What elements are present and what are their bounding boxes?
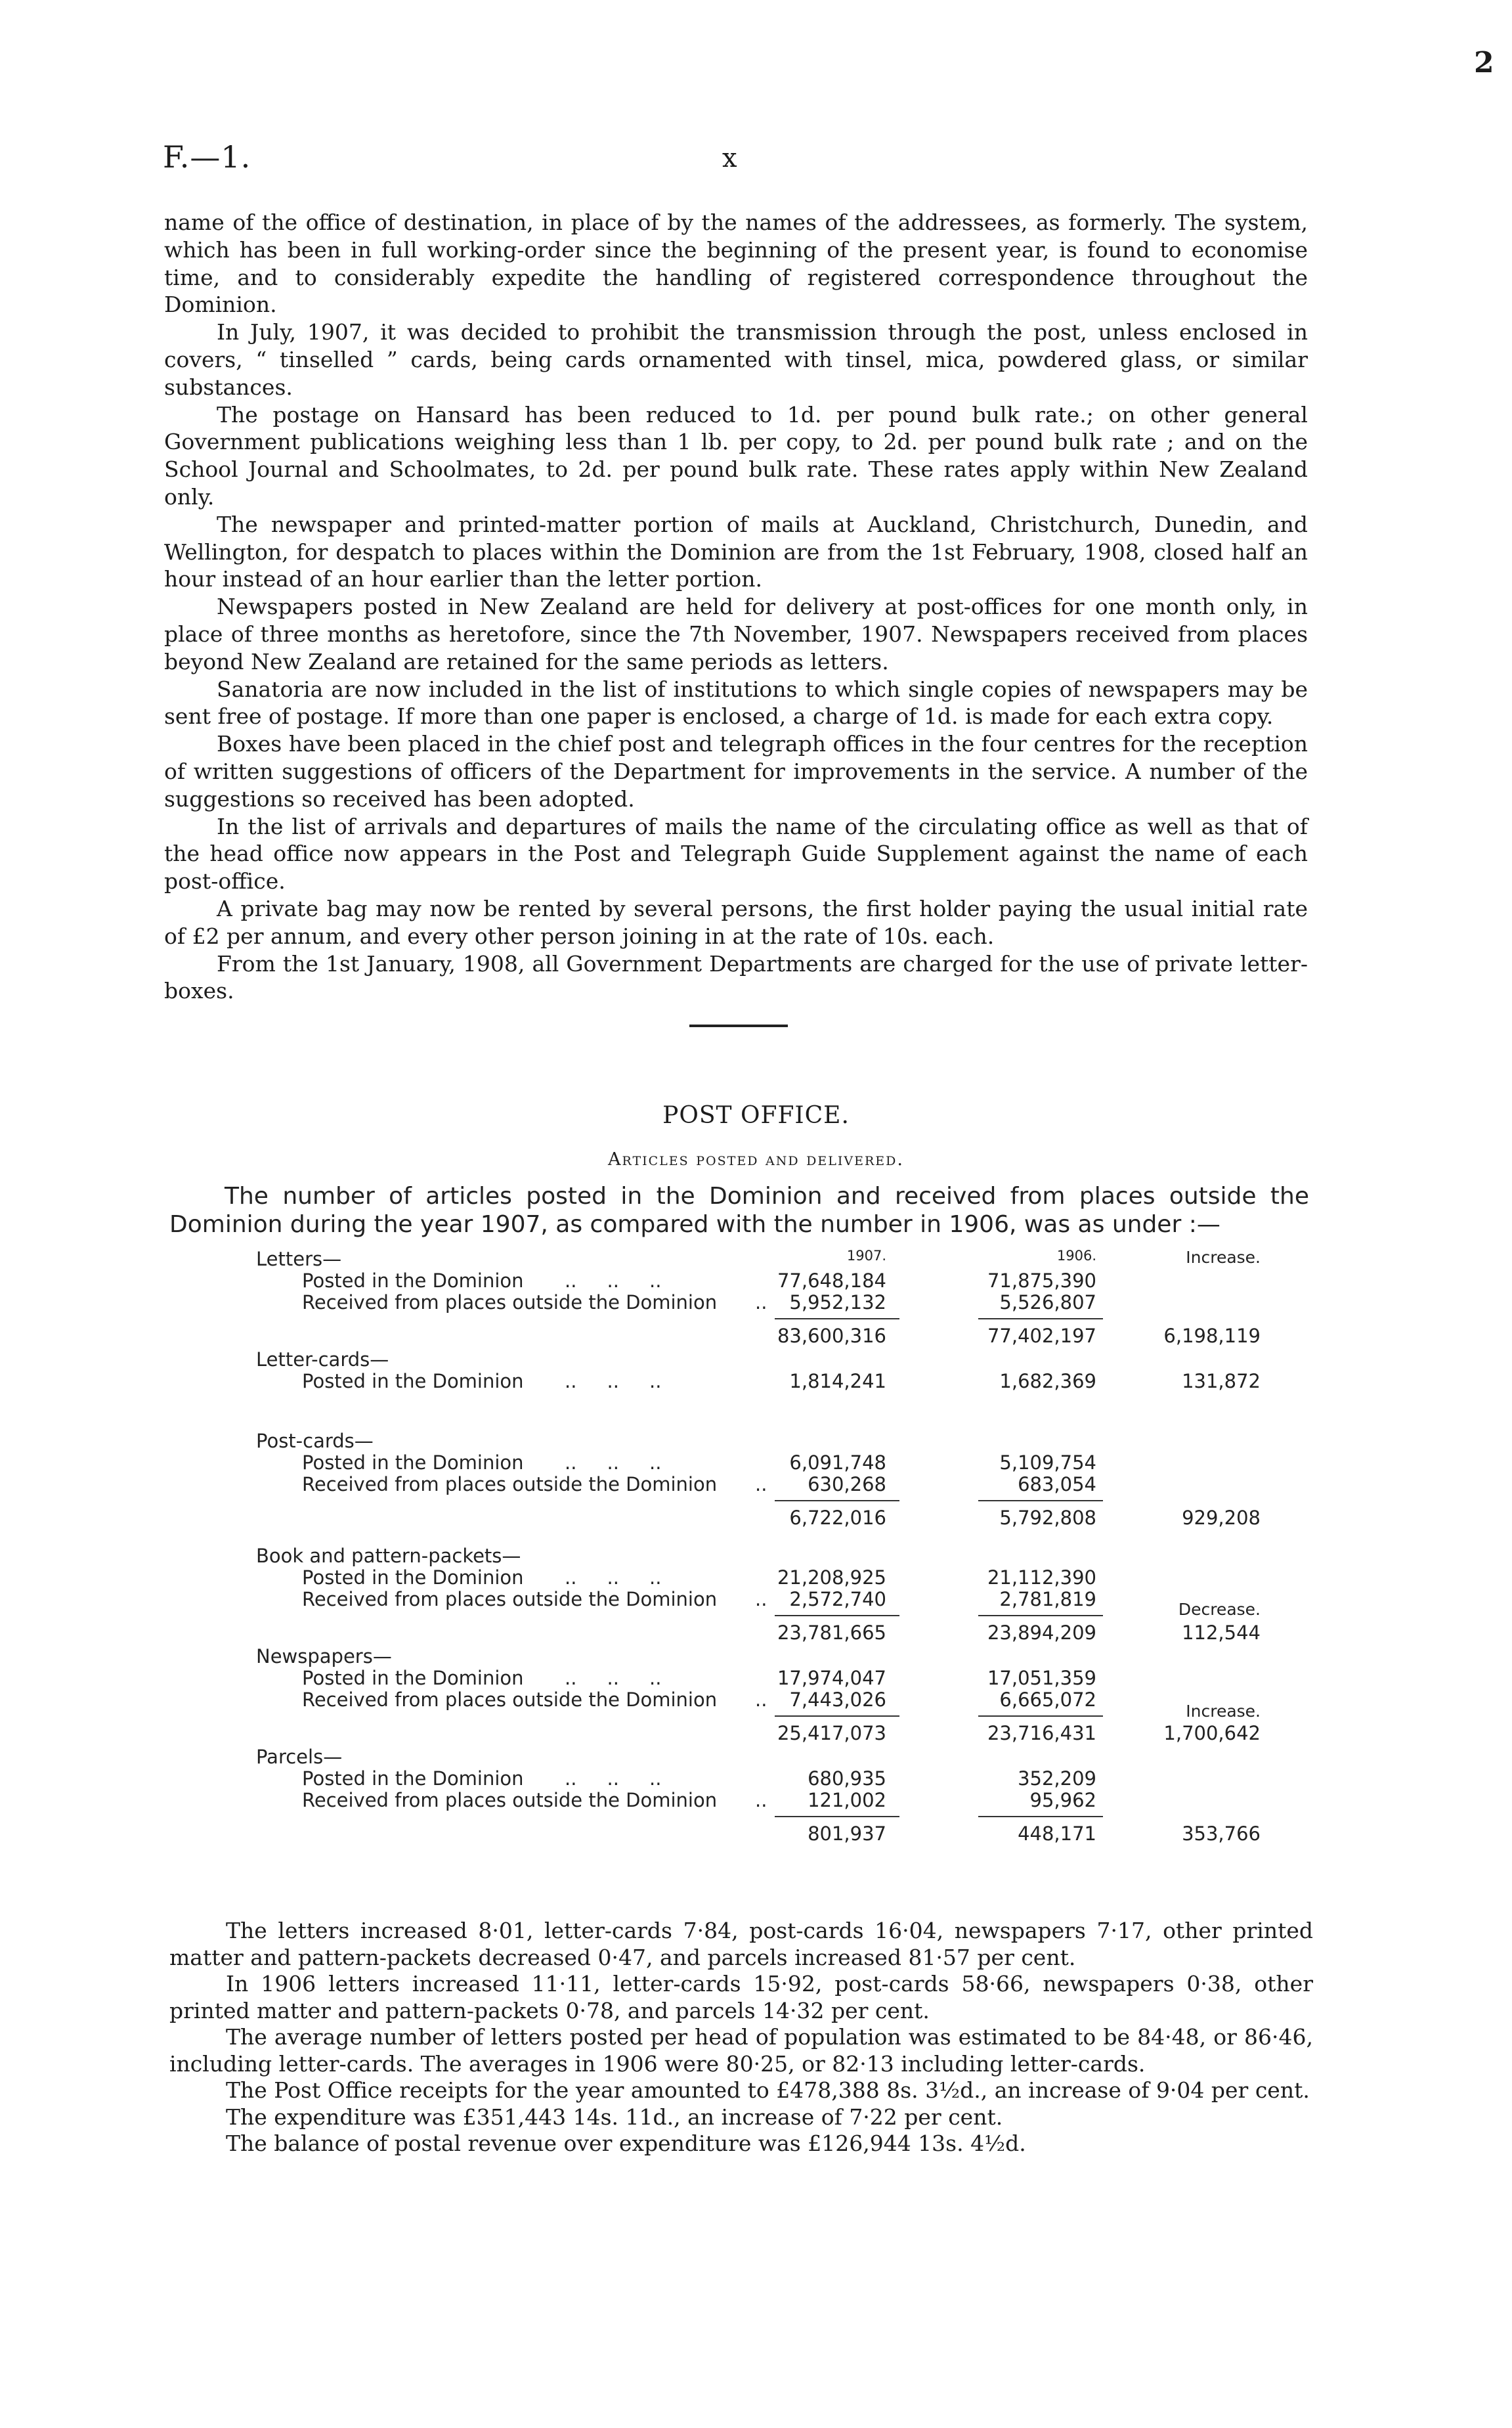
row-label: Received from places outside the Dominion <box>302 1473 718 1495</box>
category-header <box>256 1430 1254 1451</box>
paragraph: Boxes have been placed in the chief post and telegraph offices in the four centres for the reception of written suggestions of officers of the Department for improvements in the service. A number of the suggestions so received has been adopted. <box>164 731 1308 812</box>
row-label: Posted in the Dominion <box>302 1667 524 1689</box>
section-intro <box>169 1182 1309 1239</box>
total-1906: 448,171 <box>1018 1822 1096 1845</box>
change-value: 353,766 <box>1182 1822 1261 1845</box>
total-1907: 83,600,316 <box>777 1325 886 1347</box>
paragraph: The expenditure was £351,443 14s. 11d., an increase of 7·22 per cent. <box>226 2104 1003 2130</box>
category-name: Book and pattern-packets— <box>256 1545 521 1567</box>
row-dots: .. .. .. <box>565 1269 662 1292</box>
row-label: Posted in the Dominion <box>302 1451 524 1474</box>
total-1907: 801,937 <box>808 1822 886 1845</box>
total-1907: 25,417,073 <box>777 1722 886 1744</box>
value-1906: 6,665,072 <box>999 1689 1096 1711</box>
value-1906: 5,109,754 <box>999 1451 1096 1474</box>
paragraph: In 1906 letters increased 11·11, letter-cards 15·92, post-cards 58·66, newspapers 0·38, other printed matter and pattern-packets 0·78, and parcels 14·32 per cent. <box>169 1971 1313 2023</box>
compare-head: Increase. <box>1186 1702 1261 1721</box>
edge-mark: 2 <box>1474 46 1494 79</box>
total-1907: 23,781,665 <box>777 1622 886 1644</box>
column-head-1906: 1906. <box>1056 1248 1096 1264</box>
row-label: Posted in the Dominion <box>302 1767 524 1790</box>
category-header <box>256 1545 1254 1566</box>
category-header <box>256 1645 1254 1667</box>
value-1907: 121,002 <box>808 1789 886 1811</box>
paragraph: A private bag may now be rented by several persons, the first holder paying the usual initial rate of £2 per annum, and every other person joining in at the rate of 10s. each. <box>164 895 1308 949</box>
change-value: 6,198,119 <box>1163 1325 1261 1347</box>
paragraph: From the 1st January, 1908, all Government Departments are charged for the use of private letter-boxes. <box>164 950 1308 1004</box>
table-row <box>256 1767 1254 1789</box>
category-header <box>256 1348 1254 1370</box>
value-1907: 7,443,026 <box>789 1689 886 1711</box>
row-label: Received from places outside the Dominion <box>302 1689 718 1711</box>
paragraph-text: The postage on Hansard has been reduced to 1d. per pound bulk rate.; on other general Government publications weighing less than 1 lb. per copy, to 2d. per pound bulk rate ; and on the School Journal and Schoolmates, to 2d. per pound bulk rate. These rates apply within New Zealand only. <box>164 401 1308 510</box>
row-dots: .. .. .. <box>565 1451 662 1474</box>
section-divider <box>689 1025 788 1027</box>
compare-head: Decrease. <box>1178 1600 1261 1619</box>
category-header <box>256 1248 1261 1270</box>
value-1907: 1,814,241 <box>789 1370 886 1392</box>
table-row <box>256 1473 1254 1495</box>
row-dots: .. .. .. <box>565 1370 662 1392</box>
category-name: Newspapers— <box>256 1645 392 1667</box>
row-dots: .. .. .. <box>565 1566 662 1589</box>
row-dots: .. <box>755 1588 767 1610</box>
row-label: Posted in the Dominion <box>302 1370 524 1392</box>
table-row <box>256 1689 1261 1721</box>
table-row <box>256 1789 1254 1811</box>
subtotal-rule <box>256 1610 1254 1622</box>
value-1906: 95,962 <box>1029 1789 1096 1811</box>
section-title: POST OFFICE. <box>662 1102 850 1129</box>
subtotal-rule <box>256 1495 1254 1507</box>
table-row <box>256 1370 1261 1392</box>
category-name: Letter-cards— <box>256 1348 389 1371</box>
total-row <box>256 1822 1261 1846</box>
value-1906: 21,112,390 <box>987 1566 1096 1589</box>
row-dots: .. .. .. <box>565 1667 662 1689</box>
paragraph <box>164 401 1308 511</box>
change-value: 131,872 <box>1182 1370 1261 1392</box>
total-1907: 6,722,016 <box>789 1507 886 1529</box>
paragraph: The average number of letters posted per head of population was estimated to be 84·48, or 86·46, including letter-cards. The averages in 1906 were 80·25, or 82·13 including letter-cards. <box>169 2024 1313 2077</box>
row-dots: .. <box>755 1473 767 1495</box>
section-subtitle: Articles posted and delivered. <box>608 1149 904 1170</box>
page-number: x <box>722 143 737 173</box>
row-label: Posted in the Dominion <box>302 1269 524 1292</box>
change-value: 929,208 <box>1182 1507 1261 1529</box>
category-name: Parcels— <box>256 1746 343 1768</box>
table-row <box>256 1269 1254 1291</box>
value-1906: 5,526,807 <box>999 1291 1096 1313</box>
value-1907: 630,268 <box>808 1473 886 1495</box>
table-row <box>256 1451 1254 1473</box>
row-dots: .. .. .. <box>565 1767 662 1790</box>
row-label: Posted in the Dominion <box>302 1566 524 1589</box>
value-1907: 5,952,132 <box>789 1291 886 1313</box>
value-1906: 352,209 <box>1018 1767 1096 1790</box>
category-name: Letters— <box>256 1248 342 1270</box>
value-1907: 17,974,047 <box>777 1667 886 1689</box>
table-row <box>256 1566 1254 1588</box>
row-label: Received from places outside the Dominion <box>302 1291 718 1313</box>
paragraph: In July, 1907, it was decided to prohibit the transmission through the post, unless enclosed in covers, “ tinselled ” cards, being cards ornamented with tinsel, mica, powdered glass, or similar substances. <box>164 319 1308 400</box>
row-label: Received from places outside the Dominion <box>302 1588 718 1610</box>
value-1907: 21,208,925 <box>777 1566 886 1589</box>
total-row <box>256 1325 1261 1348</box>
body-text <box>164 209 1308 1005</box>
table-row <box>256 1588 1261 1619</box>
table-row <box>256 1667 1254 1689</box>
value-1906: 683,054 <box>1018 1473 1096 1495</box>
total-1906: 77,402,197 <box>987 1325 1096 1347</box>
paragraph: name of the office of destination, in place of by the names of the addressees, as formerly. The system, which has been in full working-order since the beginning of the present year, is found to economise time, and to considerably expedite the handling of registered correspondence throughout the Dominion. <box>164 210 1308 318</box>
total-row <box>256 1507 1261 1530</box>
subtotal-rule <box>256 1811 1254 1822</box>
summary-text <box>169 1918 1313 2157</box>
value-1906: 1,682,369 <box>999 1370 1096 1392</box>
total-row <box>256 1622 1261 1645</box>
row-label: Received from places outside the Dominion <box>302 1789 718 1811</box>
paragraph: The balance of postal revenue over expenditure was £126,944 13s. 4½d. <box>226 2130 1026 2156</box>
subtotal-rule <box>256 1313 1254 1325</box>
paragraph: The newspaper and printed-matter portion of mails at Auckland, Christchurch, Dunedin, and Wellington, for despatch to places within the Dominion are from the 1st February, 1908, closed half an hour instead of an hour earlier than the letter portion. <box>164 511 1308 592</box>
subtotal-rule <box>256 1710 1254 1722</box>
value-1906: 71,875,390 <box>987 1269 1096 1292</box>
total-1906: 23,894,209 <box>987 1622 1096 1644</box>
page-tag: F.—1. <box>163 139 251 175</box>
category-header <box>256 1746 1254 1767</box>
value-1907: 680,935 <box>808 1767 886 1790</box>
paragraph: The letters increased 8·01, letter-cards 7·84, post-cards 16·04, newspapers 7·17, other printed matter and pattern-packets decreased 0·47, and parcels increased 81·57 per cent. <box>169 1918 1313 1970</box>
total-1906: 5,792,808 <box>999 1507 1096 1529</box>
row-dots: .. <box>755 1789 767 1811</box>
total-1906: 23,716,431 <box>987 1722 1096 1744</box>
category-name: Post-cards— <box>256 1430 374 1452</box>
row-dots: .. <box>755 1291 767 1313</box>
paragraph: The Post Office receipts for the year amounted to £478,388 8s. 3½d., an increase of 9·04 per cent. <box>226 2077 1310 2103</box>
column-head-1907: 1907. <box>846 1248 886 1264</box>
intro-paragraph: The number of articles posted in the Dominion and received from places outside the Dominion during the year 1907, as compared with the number in 1906, was as under :— <box>169 1183 1309 1238</box>
paragraph: Newspapers posted in New Zealand are held for delivery at post-offices for one month only, in place of three months as heretofore, since the 7th November, 1907. Newspapers received from places beyond New Zealand are retained for the same periods as letters. <box>164 594 1308 674</box>
value-1907: 77,648,184 <box>777 1269 886 1292</box>
compare-head: Increase. <box>1186 1248 1261 1267</box>
articles-table <box>256 1248 1261 1846</box>
total-row <box>256 1722 1261 1746</box>
row-dots: .. <box>755 1689 767 1711</box>
paragraph: Sanatoria are now included in the list of institutions to which single copies of newspapers may be sent free of postage. If more than one paper is enclosed, a charge of 1d. is made for each extra copy. <box>164 676 1308 730</box>
change-value: 112,544 <box>1182 1622 1261 1644</box>
value-1907: 2,572,740 <box>789 1588 886 1610</box>
change-value: 1,700,642 <box>1163 1722 1261 1744</box>
table-row <box>256 1291 1254 1313</box>
value-1906: 2,781,819 <box>999 1588 1096 1610</box>
paragraph: In the list of arrivals and departures of mails the name of the circulating office as well as that of the head office now appears in the Post and Telegraph Guide Supplement against the name of each post-office. <box>164 813 1308 894</box>
value-1906: 17,051,359 <box>987 1667 1096 1689</box>
value-1907: 6,091,748 <box>789 1451 886 1474</box>
